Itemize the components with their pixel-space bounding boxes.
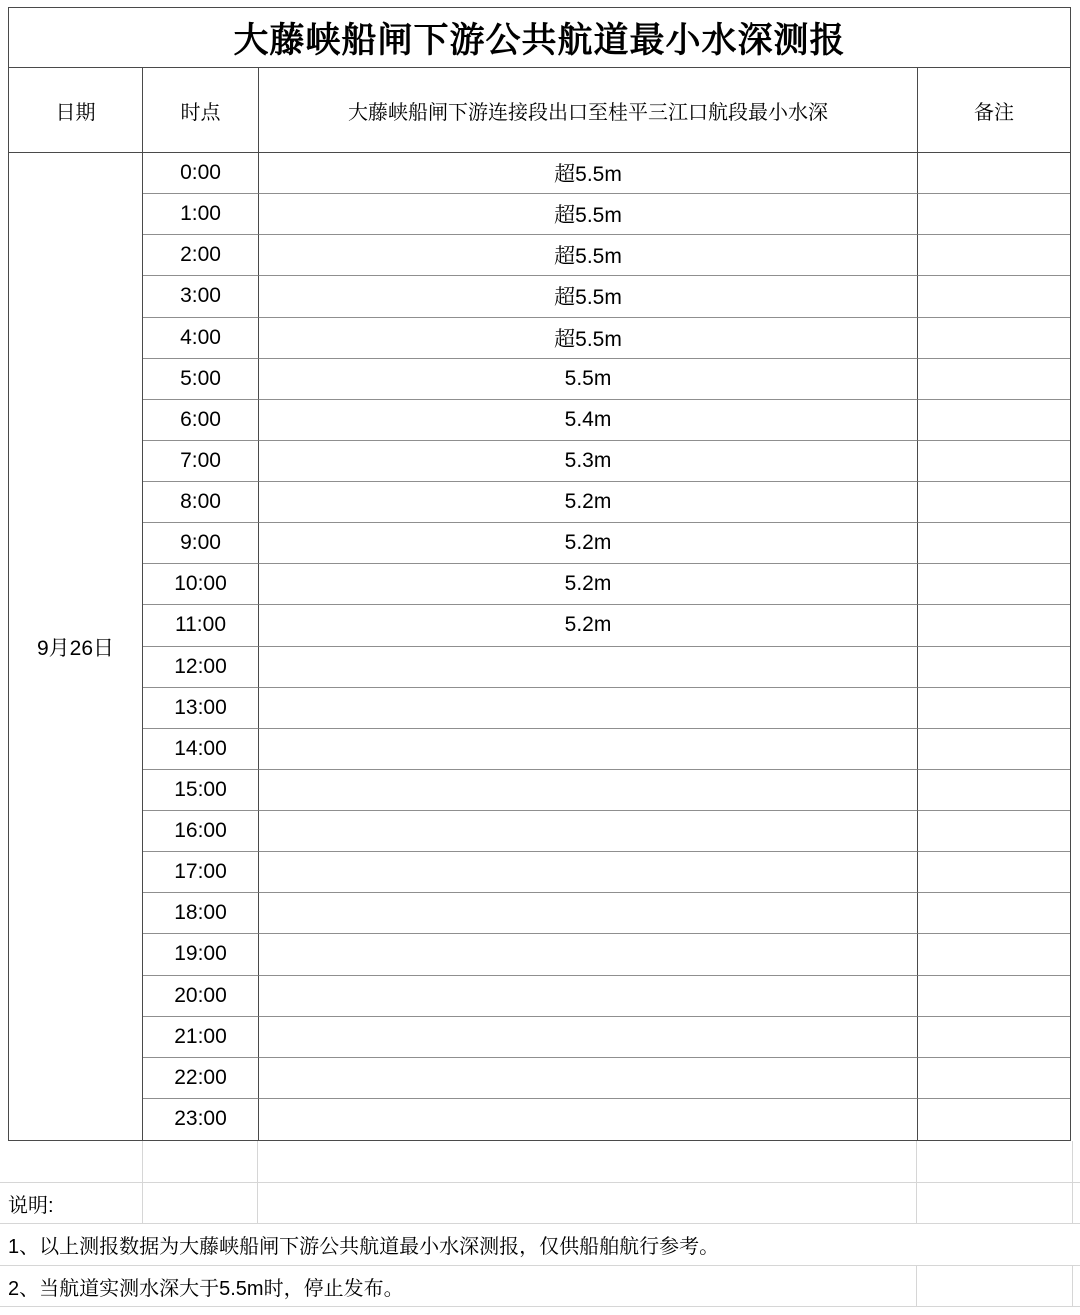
depth-report-table <box>8 7 1071 1141</box>
notes-label: 说明: <box>8 1194 54 1217</box>
note-1-text: 1、以上测报数据为大藤峡船闸下游公共航道最小水深测报，仅供船舶航行参考。 <box>8 1236 720 1258</box>
remark-cell <box>918 605 1070 646</box>
time-cell: 13:00 <box>143 688 259 729</box>
remark-cell <box>918 523 1070 564</box>
time-cell: 23:00 <box>143 1099 259 1140</box>
depth-cell: 超5.5m <box>259 235 918 276</box>
time-cell: 14:00 <box>143 729 259 770</box>
depth-cell <box>259 976 918 1017</box>
time-cell: 8:00 <box>143 482 259 523</box>
remark-cell <box>918 482 1070 523</box>
time-cell: 16:00 <box>143 811 259 852</box>
time-cell: 18:00 <box>143 893 259 934</box>
depth-cell <box>259 893 918 934</box>
time-cell: 3:00 <box>143 276 259 317</box>
time-cell: 21:00 <box>143 1017 259 1058</box>
spacer-cell <box>1073 1183 1080 1223</box>
depth-cell <box>259 852 918 893</box>
remark-cell <box>918 893 1070 934</box>
time-cell: 20:00 <box>143 976 259 1017</box>
time-cell: 4:00 <box>143 318 259 359</box>
spacer-cell <box>917 1266 1073 1306</box>
header-time: 时点 <box>143 68 259 153</box>
remark-cell <box>918 647 1070 688</box>
notes-label-row <box>0 1183 1080 1224</box>
remark-cell <box>918 770 1070 811</box>
depth-cell: 5.2m <box>259 482 918 523</box>
spacer-cell <box>917 1141 1073 1182</box>
time-cell: 15:00 <box>143 770 259 811</box>
depth-cell: 5.5m <box>259 359 918 400</box>
time-cell: 2:00 <box>143 235 259 276</box>
time-cell: 19:00 <box>143 934 259 975</box>
time-cell: 22:00 <box>143 1058 259 1099</box>
depth-cell: 5.4m <box>259 400 918 441</box>
remark-cell <box>918 318 1070 359</box>
notes-section <box>0 1141 1080 1307</box>
time-cell: 0:00 <box>143 153 259 194</box>
time-cell: 9:00 <box>143 523 259 564</box>
remark-cell <box>918 400 1070 441</box>
header-remark: 备注 <box>918 68 1070 153</box>
remark-cell <box>918 1017 1070 1058</box>
time-cell: 17:00 <box>143 852 259 893</box>
spacer-cell <box>917 1183 1073 1223</box>
depth-cell <box>259 1058 918 1099</box>
note-2-text: 2、当航道实测水深大于5.5m时，停止发布。 <box>8 1277 404 1300</box>
remark-cell <box>918 976 1070 1017</box>
remark-cell <box>918 276 1070 317</box>
note-row-1 <box>0 1224 1080 1266</box>
depth-cell <box>259 729 918 770</box>
remark-cell <box>918 153 1070 194</box>
time-cell: 11:00 <box>143 605 259 646</box>
depth-cell: 超5.5m <box>259 194 918 235</box>
spacer-cell <box>143 1183 258 1223</box>
note-1-cell <box>0 1224 1080 1265</box>
depth-cell: 5.3m <box>259 441 918 482</box>
depth-cell <box>259 1017 918 1058</box>
remark-cell <box>918 934 1070 975</box>
remark-cell <box>918 729 1070 770</box>
time-cell: 12:00 <box>143 647 259 688</box>
remark-cell <box>918 688 1070 729</box>
header-date: 日期 <box>9 68 143 153</box>
depth-cell <box>259 811 918 852</box>
time-cell: 5:00 <box>143 359 259 400</box>
depth-cell <box>259 1099 918 1140</box>
depth-cell: 5.2m <box>259 523 918 564</box>
spacer-row <box>0 1141 1080 1183</box>
remark-cell <box>918 811 1070 852</box>
spacer-cell <box>1073 1141 1080 1182</box>
depth-cell: 5.2m <box>259 564 918 605</box>
depth-cell: 5.2m <box>259 605 918 646</box>
date-cell: 9月26日 <box>9 153 143 1140</box>
depth-cell <box>259 770 918 811</box>
spacer-cell <box>143 1141 258 1182</box>
note-2-cell <box>0 1266 917 1306</box>
time-cell: 7:00 <box>143 441 259 482</box>
spacer-cell <box>258 1183 917 1223</box>
depth-cell: 超5.5m <box>259 153 918 194</box>
depth-cell <box>259 647 918 688</box>
spacer-cell <box>258 1141 917 1182</box>
header-depth: 大藤峡船闸下游连接段出口至桂平三江口航段最小水深 <box>259 68 918 153</box>
page-title: 大藤峡船闸下游公共航道最小水深测报 <box>9 8 1070 68</box>
time-cell: 10:00 <box>143 564 259 605</box>
remark-cell <box>918 564 1070 605</box>
remark-cell <box>918 1058 1070 1099</box>
remark-cell <box>918 359 1070 400</box>
spacer-cell <box>0 1141 143 1182</box>
depth-cell: 超5.5m <box>259 276 918 317</box>
depth-cell <box>259 934 918 975</box>
remark-cell <box>918 235 1070 276</box>
note-row-2 <box>0 1266 1080 1307</box>
time-cell: 1:00 <box>143 194 259 235</box>
remark-cell <box>918 194 1070 235</box>
depth-cell <box>259 688 918 729</box>
remark-cell <box>918 1099 1070 1140</box>
remark-cell <box>918 852 1070 893</box>
time-cell: 6:00 <box>143 400 259 441</box>
notes-label-cell <box>0 1183 143 1223</box>
remark-cell <box>918 441 1070 482</box>
spacer-cell <box>1073 1266 1080 1306</box>
depth-cell: 超5.5m <box>259 318 918 359</box>
